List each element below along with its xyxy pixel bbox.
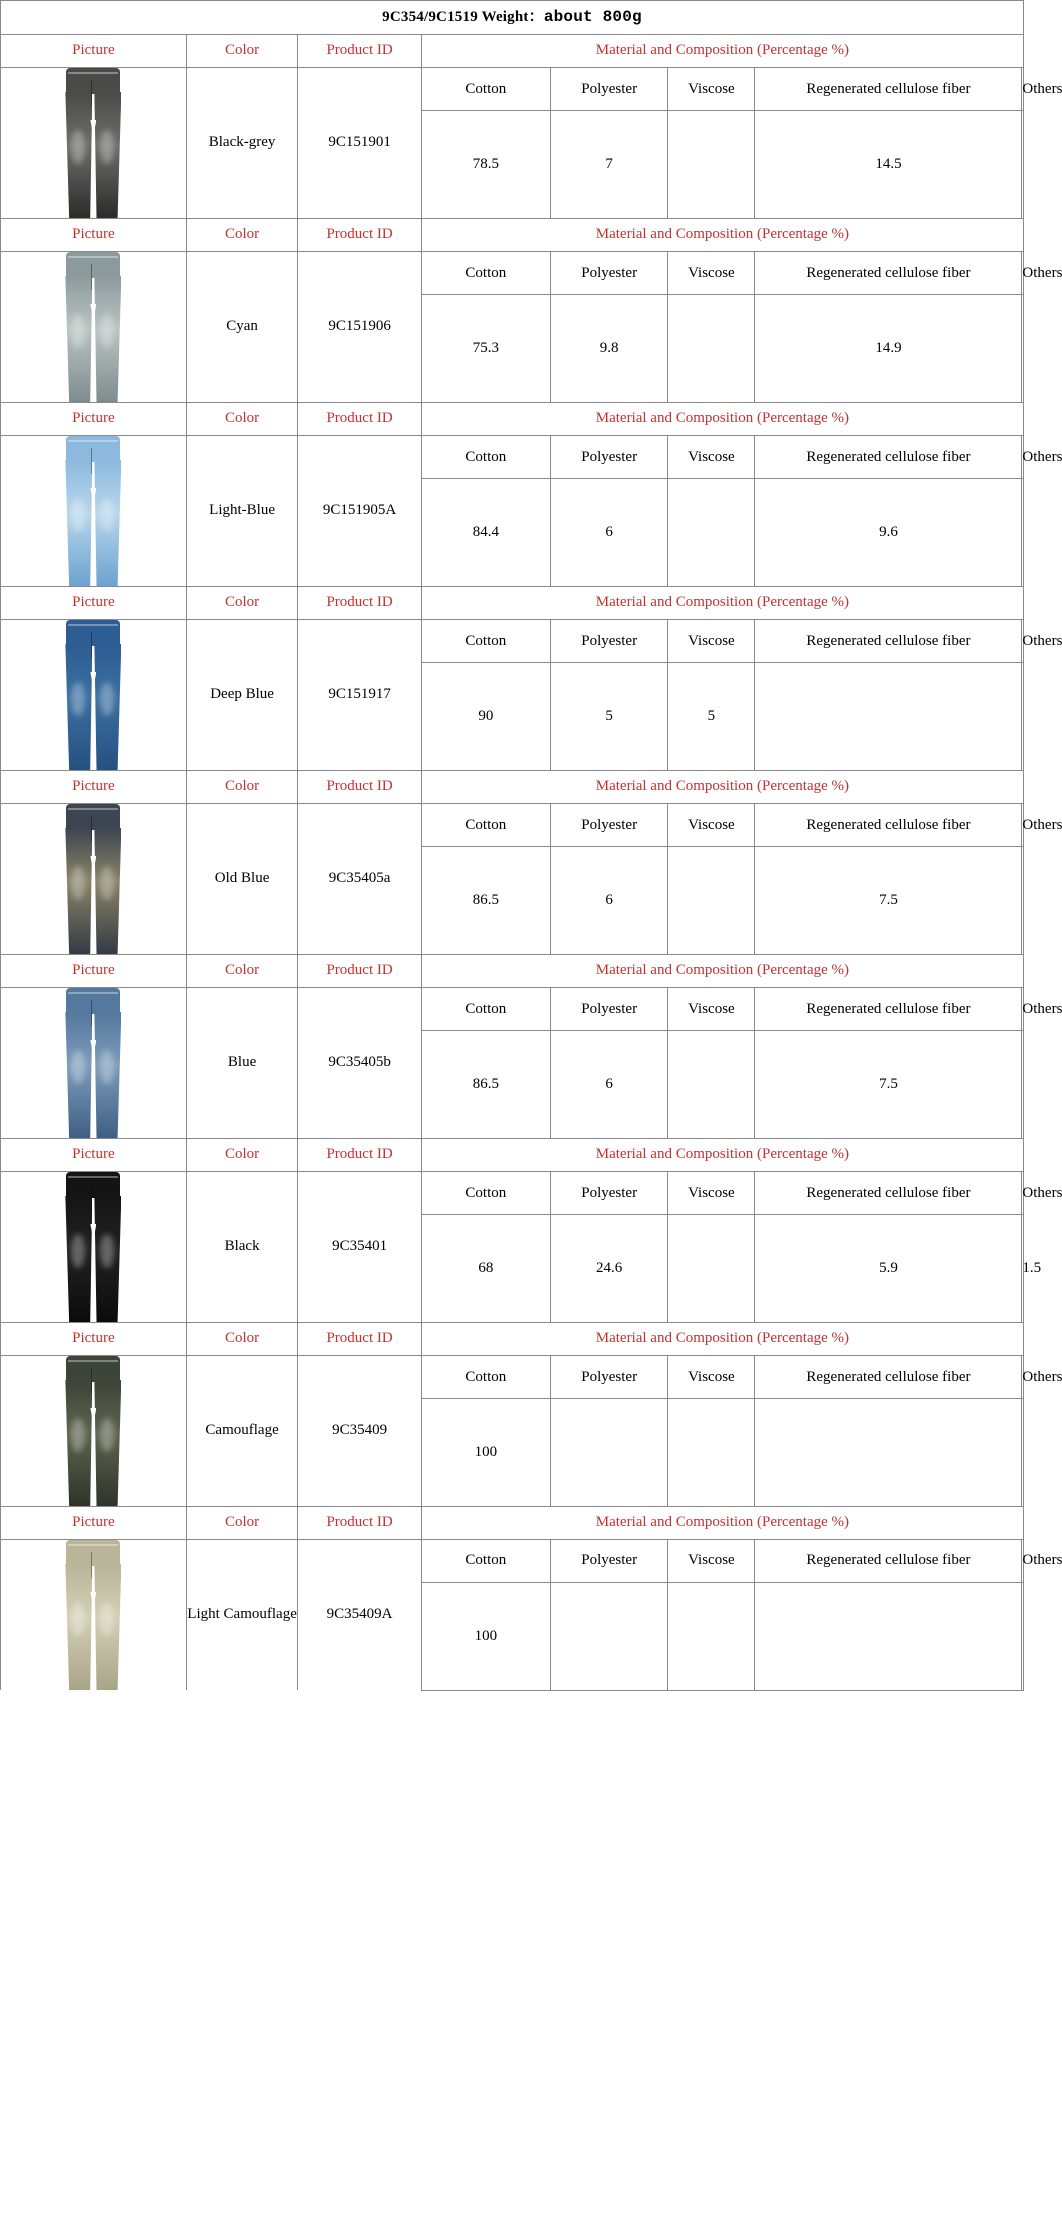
value-viscose xyxy=(668,1031,755,1139)
product-image xyxy=(1,988,186,1138)
subheader-polyester: Polyester xyxy=(550,988,668,1031)
header-product-id: Product ID xyxy=(298,219,421,252)
header-material-composition: Material and Composition (Percentage %) xyxy=(421,219,1023,252)
subheader-viscose: Viscose xyxy=(668,1356,755,1399)
value-cotton: 86.5 xyxy=(421,1031,550,1139)
subheader-viscose: Viscose xyxy=(668,1540,755,1583)
value-others xyxy=(1022,663,1024,771)
value-others xyxy=(1022,479,1024,587)
header-material-composition: Material and Composition (Percentage %) xyxy=(421,955,1023,988)
value-cotton: 100 xyxy=(421,1399,550,1507)
column-header-row xyxy=(1,955,1024,988)
header-picture: Picture xyxy=(1,771,187,804)
subheader-polyester: Polyester xyxy=(550,1356,668,1399)
header-picture: Picture xyxy=(1,403,187,436)
value-regenerated: 9.6 xyxy=(755,479,1022,587)
value-others xyxy=(1022,1031,1024,1139)
value-regenerated: 7.5 xyxy=(755,1031,1022,1139)
jeans-icon xyxy=(62,1540,124,1690)
value-polyester: 6 xyxy=(550,1031,668,1139)
subheader-polyester: Polyester xyxy=(550,436,668,479)
product-image xyxy=(1,1356,186,1506)
header-product-id: Product ID xyxy=(298,587,421,620)
subheader-cotton: Cotton xyxy=(421,436,550,479)
sub-header-row xyxy=(1,436,1024,479)
color-name-cell: Black xyxy=(186,1172,298,1323)
header-picture: Picture xyxy=(1,35,187,68)
subheader-cotton: Cotton xyxy=(421,252,550,295)
header-material-composition: Material and Composition (Percentage %) xyxy=(421,1507,1023,1540)
subheader-viscose: Viscose xyxy=(668,804,755,847)
value-others xyxy=(1022,295,1024,403)
title-row xyxy=(1,1,1024,35)
header-material-composition: Material and Composition (Percentage %) xyxy=(421,587,1023,620)
column-header-row xyxy=(1,1507,1024,1540)
subheader-others: Others xyxy=(1022,68,1024,111)
sub-header-row xyxy=(1,988,1024,1031)
header-color: Color xyxy=(186,219,298,252)
header-picture: Picture xyxy=(1,1507,187,1540)
page-title xyxy=(1,1,1024,35)
color-name-cell: Blue xyxy=(186,988,298,1139)
product-image xyxy=(1,620,186,770)
subheader-viscose: Viscose xyxy=(668,252,755,295)
value-cotton: 100 xyxy=(421,1583,550,1690)
subheader-cotton: Cotton xyxy=(421,1540,550,1583)
product-image xyxy=(1,252,186,402)
subheader-viscose: Viscose xyxy=(668,436,755,479)
color-name-cell: Cyan xyxy=(186,252,298,403)
color-name-cell: Black-grey xyxy=(186,68,298,219)
product-image-cell xyxy=(1,252,187,403)
value-cotton: 68 xyxy=(421,1215,550,1323)
subheader-cotton: Cotton xyxy=(421,620,550,663)
header-picture: Picture xyxy=(1,1139,187,1172)
product-image-cell xyxy=(1,1540,187,1691)
subheader-cotton: Cotton xyxy=(421,68,550,111)
jeans-icon xyxy=(62,1172,124,1322)
title-colon: ： xyxy=(528,9,544,26)
product-image xyxy=(1,1540,186,1690)
header-product-id: Product ID xyxy=(298,35,421,68)
title-value: about 800g xyxy=(543,8,642,27)
value-cotton: 84.4 xyxy=(421,479,550,587)
value-others xyxy=(1022,111,1024,219)
header-product-id: Product ID xyxy=(298,771,421,804)
jeans-icon xyxy=(62,68,124,218)
header-material-composition: Material and Composition (Percentage %) xyxy=(421,771,1023,804)
product-id-cell: 9C151901 xyxy=(298,68,421,219)
subheader-others: Others xyxy=(1022,1356,1024,1399)
subheader-others: Others xyxy=(1022,988,1024,1031)
subheader-others: Others xyxy=(1022,1172,1024,1215)
value-viscose xyxy=(668,1215,755,1323)
header-color: Color xyxy=(186,771,298,804)
product-id-cell: 9C151917 xyxy=(298,620,421,771)
value-viscose xyxy=(668,111,755,219)
subheader-viscose: Viscose xyxy=(668,68,755,111)
product-id-cell: 9C151906 xyxy=(298,252,421,403)
product-image-cell xyxy=(1,1356,187,1507)
subheader-regenerated-cellulose-fiber: Regenerated cellulose fiber xyxy=(755,252,1022,295)
subheader-cotton: Cotton xyxy=(421,988,550,1031)
sub-header-row xyxy=(1,68,1024,111)
subheader-polyester: Polyester xyxy=(550,620,668,663)
header-material-composition: Material and Composition (Percentage %) xyxy=(421,403,1023,436)
product-id-cell: 9C35409 xyxy=(298,1356,421,1507)
sub-header-row xyxy=(1,1172,1024,1215)
subheader-polyester: Polyester xyxy=(550,68,668,111)
color-name-cell: Light Camouflage xyxy=(186,1540,298,1691)
column-header-row xyxy=(1,771,1024,804)
value-polyester xyxy=(550,1583,668,1690)
column-header-row xyxy=(1,403,1024,436)
value-others xyxy=(1022,847,1024,955)
value-polyester xyxy=(550,1399,668,1507)
product-image-cell xyxy=(1,988,187,1139)
sub-header-row xyxy=(1,252,1024,295)
header-material-composition: Material and Composition (Percentage %) xyxy=(421,35,1023,68)
subheader-viscose: Viscose xyxy=(668,620,755,663)
color-name-cell: Old Blue xyxy=(186,804,298,955)
value-regenerated: 14.9 xyxy=(755,295,1022,403)
column-header-row xyxy=(1,587,1024,620)
value-viscose xyxy=(668,1583,755,1690)
color-name-cell: Camouflage xyxy=(186,1356,298,1507)
subheader-others: Others xyxy=(1022,804,1024,847)
value-cotton: 86.5 xyxy=(421,847,550,955)
subheader-regenerated-cellulose-fiber: Regenerated cellulose fiber xyxy=(755,1172,1022,1215)
product-id-cell: 9C35405b xyxy=(298,988,421,1139)
value-others xyxy=(1022,1399,1024,1507)
subheader-cotton: Cotton xyxy=(421,804,550,847)
column-header-row xyxy=(1,219,1024,252)
product-image xyxy=(1,68,186,218)
header-picture: Picture xyxy=(1,1323,187,1356)
subheader-others: Others xyxy=(1022,252,1024,295)
subheader-others: Others xyxy=(1022,436,1024,479)
header-picture: Picture xyxy=(1,219,187,252)
value-regenerated xyxy=(755,1399,1022,1507)
subheader-regenerated-cellulose-fiber: Regenerated cellulose fiber xyxy=(755,1540,1022,1583)
header-color: Color xyxy=(186,403,298,436)
color-name-cell: Light-Blue xyxy=(186,436,298,587)
jeans-icon xyxy=(62,1356,124,1506)
header-color: Color xyxy=(186,955,298,988)
subheader-polyester: Polyester xyxy=(550,1172,668,1215)
color-name-cell: Deep Blue xyxy=(186,620,298,771)
value-polyester: 7 xyxy=(550,111,668,219)
header-product-id: Product ID xyxy=(298,403,421,436)
value-polyester: 6 xyxy=(550,479,668,587)
subheader-cotton: Cotton xyxy=(421,1172,550,1215)
product-id-cell: 9C151905A xyxy=(298,436,421,587)
subheader-viscose: Viscose xyxy=(668,988,755,1031)
header-picture: Picture xyxy=(1,587,187,620)
product-image-cell xyxy=(1,1172,187,1323)
subheader-others: Others xyxy=(1022,1540,1024,1583)
column-header-row xyxy=(1,35,1024,68)
sub-header-row xyxy=(1,620,1024,663)
subheader-regenerated-cellulose-fiber: Regenerated cellulose fiber xyxy=(755,804,1022,847)
subheader-regenerated-cellulose-fiber: Regenerated cellulose fiber xyxy=(755,988,1022,1031)
header-material-composition: Material and Composition (Percentage %) xyxy=(421,1139,1023,1172)
value-polyester: 24.6 xyxy=(550,1215,668,1323)
title-prefix: 9C354/9C1519 Weight xyxy=(382,9,529,26)
sub-header-row xyxy=(1,804,1024,847)
value-polyester: 6 xyxy=(550,847,668,955)
header-color: Color xyxy=(186,587,298,620)
sub-header-row xyxy=(1,1540,1024,1583)
jeans-icon xyxy=(62,804,124,954)
product-image-cell xyxy=(1,620,187,771)
value-viscose: 5 xyxy=(668,663,755,771)
value-polyester: 9.8 xyxy=(550,295,668,403)
value-cotton: 75.3 xyxy=(421,295,550,403)
product-image-cell xyxy=(1,804,187,955)
header-product-id: Product ID xyxy=(298,955,421,988)
jeans-icon xyxy=(62,252,124,402)
value-viscose xyxy=(668,479,755,587)
subheader-viscose: Viscose xyxy=(668,1172,755,1215)
jeans-icon xyxy=(62,988,124,1138)
jeans-icon xyxy=(62,436,124,586)
value-cotton: 78.5 xyxy=(421,111,550,219)
sub-header-row xyxy=(1,1356,1024,1399)
value-cotton: 90 xyxy=(421,663,550,771)
product-image xyxy=(1,1172,186,1322)
value-viscose xyxy=(668,295,755,403)
subheader-regenerated-cellulose-fiber: Regenerated cellulose fiber xyxy=(755,68,1022,111)
header-color: Color xyxy=(186,35,298,68)
subheader-regenerated-cellulose-fiber: Regenerated cellulose fiber xyxy=(755,1356,1022,1399)
product-id-cell: 9C35409A xyxy=(298,1540,421,1691)
product-image xyxy=(1,804,186,954)
header-product-id: Product ID xyxy=(298,1507,421,1540)
subheader-others: Others xyxy=(1022,620,1024,663)
subheader-polyester: Polyester xyxy=(550,804,668,847)
subheader-cotton: Cotton xyxy=(421,1356,550,1399)
value-viscose xyxy=(668,1399,755,1507)
footer-spacer xyxy=(0,1691,1024,1703)
column-header-row xyxy=(1,1139,1024,1172)
value-others: 1.5 xyxy=(1022,1215,1024,1323)
subheader-polyester: Polyester xyxy=(550,1540,668,1583)
header-color: Color xyxy=(186,1323,298,1356)
subheader-polyester: Polyester xyxy=(550,252,668,295)
value-regenerated: 7.5 xyxy=(755,847,1022,955)
header-color: Color xyxy=(186,1139,298,1172)
product-id-cell: 9C35405a xyxy=(298,804,421,955)
value-regenerated: 14.5 xyxy=(755,111,1022,219)
header-product-id: Product ID xyxy=(298,1323,421,1356)
jeans-icon xyxy=(62,620,124,770)
product-image xyxy=(1,436,186,586)
subheader-regenerated-cellulose-fiber: Regenerated cellulose fiber xyxy=(755,620,1022,663)
value-regenerated xyxy=(755,663,1022,771)
value-polyester: 5 xyxy=(550,663,668,771)
product-image-cell xyxy=(1,436,187,587)
value-others xyxy=(1022,1583,1024,1690)
header-color: Color xyxy=(186,1507,298,1540)
value-viscose xyxy=(668,847,755,955)
column-header-row xyxy=(1,1323,1024,1356)
product-image-cell xyxy=(1,68,187,219)
product-id-cell: 9C35401 xyxy=(298,1172,421,1323)
value-regenerated: 5.9 xyxy=(755,1215,1022,1323)
header-product-id: Product ID xyxy=(298,1139,421,1172)
header-picture: Picture xyxy=(1,955,187,988)
subheader-regenerated-cellulose-fiber: Regenerated cellulose fiber xyxy=(755,436,1022,479)
value-regenerated xyxy=(755,1583,1022,1690)
header-material-composition: Material and Composition (Percentage %) xyxy=(421,1323,1023,1356)
